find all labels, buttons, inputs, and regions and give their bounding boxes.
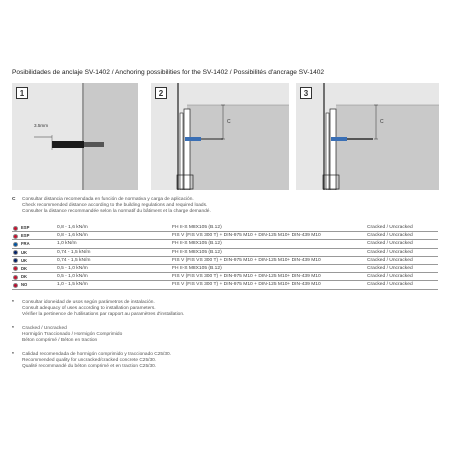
note-line: Hormigón Traccionado / Hormigón Comprimido <box>22 332 123 337</box>
anchor-type: FIS V (FIS VS 300 T) + DIN-975 M10 + DIN-125 M10+ DIN-439 M10 <box>172 282 321 288</box>
concrete-state: Cracked / Uncracked <box>367 274 413 280</box>
load-range: 0,8 - 1,6 kN/m <box>57 225 88 230</box>
page-title: Posibilidades de anclaje SV-1402 / Anchoring possibilities for the SV-1402 / Possibilités d'ancrage SV-1402 <box>12 69 325 76</box>
note-marker: C <box>12 197 16 202</box>
anchoring-panel-1 <box>12 83 138 190</box>
load-range: 0,5 - 1,0 kN/m <box>57 274 88 280</box>
country-code: DK <box>21 265 28 271</box>
country-code: NO <box>21 282 28 288</box>
table-row <box>12 232 438 240</box>
flag-icon <box>13 242 18 247</box>
flag-icon <box>13 226 18 231</box>
panel-number: 2 <box>155 87 167 99</box>
note-line: Consult adequacy of uses according to installation parameters. <box>22 306 156 311</box>
concrete-state: Cracked / Uncracked <box>367 265 413 271</box>
note-marker: * <box>12 300 14 305</box>
country-code: FRA <box>21 241 30 247</box>
country-code: DK <box>21 274 28 280</box>
load-range: 1,0 - 1,5 kN/m <box>57 282 88 288</box>
anchor-type: FH II-S M8X105 (B.12) <box>172 265 222 271</box>
table-row <box>12 273 438 281</box>
table-row <box>12 265 438 273</box>
flag-icon <box>13 234 18 239</box>
note-line: Qualité recommandé du béton comprimé et en traction C25/30. <box>22 364 157 369</box>
anchor-type: FH II-S M8X105 (B.12) <box>172 225 222 230</box>
anchor-type: FIS V (FIS VS 300 T) + DIN-975 M10 + DIN-125 M10+ DIN-439 M10 <box>172 274 321 280</box>
load-range: 0,74 - 1,5 kN/m <box>57 249 91 255</box>
load-range: 0,5 - 1,0 kN/m <box>57 265 88 271</box>
anchor-type: FIS V (FIS VS 300 T) + DIN-975 M10 + DIN-125 M10+ DIN-439 M10 <box>172 257 321 263</box>
table-row <box>12 224 438 232</box>
note-line: Cracked / Uncracked <box>22 326 67 331</box>
anchor-drilling-illustration <box>12 83 138 190</box>
country-code: ESP <box>21 225 30 230</box>
anchor-type: FH II-S M8X105 (B.12) <box>172 249 222 255</box>
note-line: Vérifier la pertinence de l'utilisations par rapport au paramètres d'installation. <box>22 312 185 317</box>
note-line: Recommended quality for uncracked/cracked concrete C25/30. <box>22 358 157 363</box>
flag-icon <box>13 275 18 280</box>
edge-distance-label: C <box>380 119 384 125</box>
note-marker: * <box>12 326 14 331</box>
profile-with-anchor-illustration <box>151 83 289 190</box>
table-row <box>12 281 438 289</box>
note-line: Béton comprimé / Béton en traction <box>22 338 98 343</box>
flag-icon <box>13 258 18 263</box>
concrete-state: Cracked / Uncracked <box>367 249 413 255</box>
note-line-en: Check recommended distance according to the building regulations and required loads. <box>22 203 208 208</box>
anchoring-panel-2 <box>151 83 289 190</box>
concrete-state: Cracked / Uncracked <box>367 257 413 263</box>
flag-icon <box>13 250 18 255</box>
panel-number: 3 <box>300 87 312 99</box>
profile-with-threaded-rod-illustration <box>296 83 439 190</box>
note-line: Consultar idoneidad de usos según parámetros de instalación. <box>22 300 155 305</box>
country-code: ESP <box>21 233 30 239</box>
edge-distance-label: C <box>227 119 231 125</box>
anchoring-panel-3 <box>296 83 439 190</box>
country-code: UK <box>21 249 28 255</box>
concrete-state: Cracked / Uncracked <box>367 225 413 230</box>
panel-number: 1 <box>16 87 28 99</box>
note-marker: * <box>12 352 14 357</box>
flag-icon <box>13 266 18 271</box>
flag-icon <box>13 283 18 288</box>
note-line-es: Consultar distancia recomendada en función de normativa y carga de aplicación. <box>22 197 194 202</box>
concrete-state: Cracked / Uncracked <box>367 233 413 239</box>
anchor-type: FIS V (FIS VS 300 T) + DIN-975 M10 + DIN-125 M10+ DIN-439 M10 <box>172 233 321 239</box>
load-range: 0,74 - 1,5 kN/m <box>57 257 91 263</box>
table-row <box>12 240 438 248</box>
anchor-specification-table <box>12 224 438 290</box>
drill-diameter-label: 3.5mm <box>34 123 49 128</box>
country-code: UK <box>21 257 28 263</box>
table-row <box>12 249 438 257</box>
note-line: Calidad recomendada de hormigón comprimido y traccionado C25/30. <box>22 352 172 357</box>
note-line-fr: Consulter la distance recommandée selon la normatif du bâtiment et la charge demandé. <box>22 209 211 214</box>
load-range: 1,0 kN/m <box>57 241 77 247</box>
anchor-type: FH II-S M8X105 (B.12) <box>172 241 222 247</box>
concrete-state: Cracked / Uncracked <box>367 241 413 247</box>
load-range: 0,8 - 1,6 kN/m <box>57 233 88 239</box>
concrete-state: Cracked / Uncracked <box>367 282 413 288</box>
table-row <box>12 257 438 265</box>
